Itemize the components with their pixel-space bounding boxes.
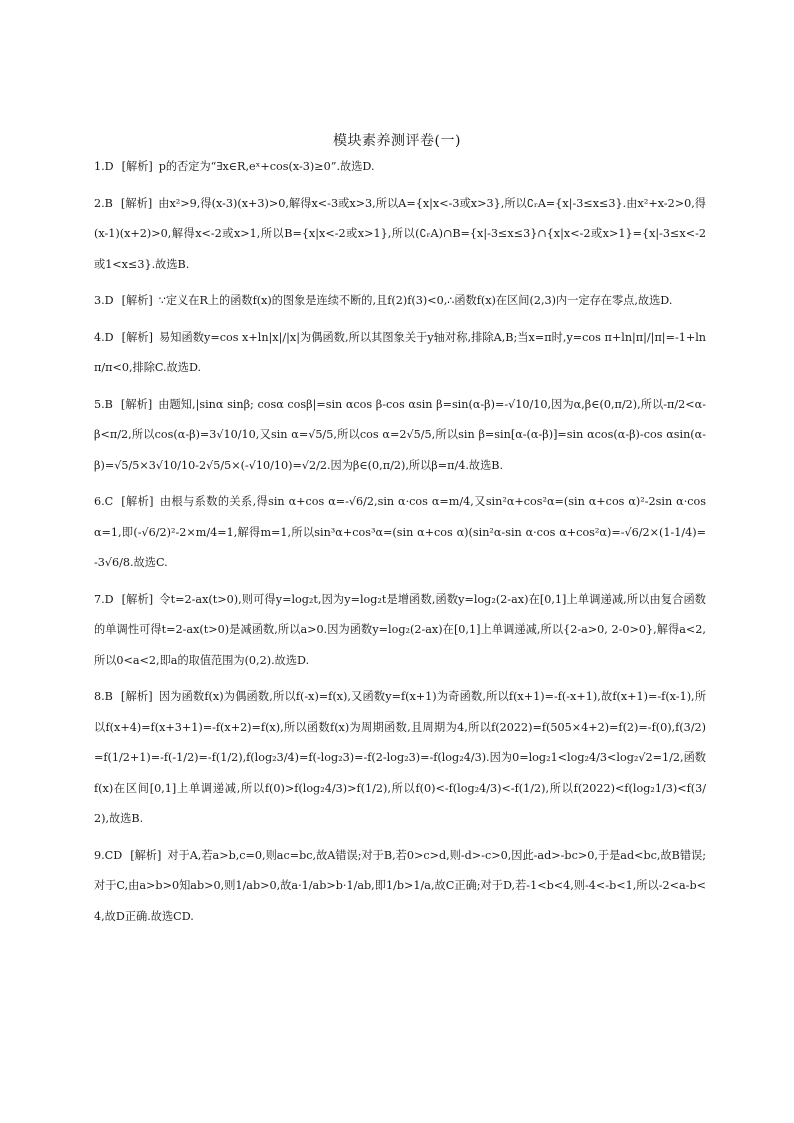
answer-item-7 [94,585,706,677]
analysis-text: ∵定义在R上的函数f(x)的图象是连续不断的,且f(2)f(3)<0,∴函数f(x)在区间(2,3)内一定存在零点,故选D. [158,294,673,307]
answer-number: 6.C [94,495,114,508]
analysis-tag: [解析] [120,690,153,703]
analysis-tag: [解析] [120,196,153,210]
analysis-text: 易知函数y=cos x+ln|x|/|x|为偶函数,所以其图象关于y轴对称,排除A,B;当x=π时,y=cos π+ln|π|/|π|=-1+lnπ/π<0,排除C.故选D. [94,330,707,374]
answer-number: 9.CD [94,848,123,862]
analysis-text: 由根与系数的关系,得sin α+cos α=-√6/2,sin α·cos α=m/4,又sin²α+cos²α=(sin α+cos α)²-2sin α·cos α=1,即(-√6/2)²-2×m/4=1,解得m=1,所以sin³α+cos³α=(sin α+cos α)(sin²α-sin α·cos α+cos²α)=-√6/2×(1-1/4)=-3√6/8.故选C. [94,495,706,569]
analysis-text: 因为函数f(x)为偶函数,所以f(-x)=f(x),又函数y=f(x+1)为奇函数,所以f(x+1)=-f(-x+1),故f(x+1)=-f(x-1),所以f(x+4)=f(x+3+1)=-f(x+2)=f(x),所以函数f(x)为周期函数,且周期为4,所以f(2022)=f(505×4+2)=f(2)=-f(0),f(3/2)=f(1/2+1)=-f(-1/2)=-f(1/2),f(log₂3/4)=f(-log₂3)=-f(2-log₂3)=-f(log₂4/3).因为0=log₂1<log₂4/3<log₂√2=1/2,函数f(x)在区间[0,1]上单调递减,所以f(0)>f(log₂4/3)>f(1/2),所以f(0)<-f(log₂4/3)<-f(1/2),所以f(2022)<f(log₂1/3)<f(3/2),故选B. [94,690,707,825]
answer-number: 7.D [94,592,114,606]
analysis-text: 令t=2-ax(t>0),则可得y=log₂t,因为y=log₂t是增函数,函数y=log₂(2-ax)在[0,1]上单调递减,所以由复合函数的单调性可得t=2-ax(t>0)是减函数,所以a>0.因为函数y=log₂(2-ax)在[0,1]上单调递减,所以{2-a>0, 2-0>0},解得a<2,所以0<a<2,即a的取值范围为(0,2).故选D. [94,592,706,667]
analysis-tag: [解析] [120,397,153,411]
answer-number: 1.D [94,160,114,173]
analysis-tag: [解析] [121,330,153,344]
answer-item-9 [94,841,706,933]
answer-item-1 [94,152,706,183]
answer-number: 4.D [94,330,114,344]
answer-number: 5.B [94,397,113,411]
answer-number: 3.D [94,294,114,307]
analysis-text: 由x²>9,得(x-3)(x+3)>0,解得x<-3或x>3,所以A={x|x<-3或x>3},所以∁ᵣA={x|-3≤x≤3}.由x²+x-2>0,得(x-1)(x+2)>0,解得x<-2或x>1,所以B={x|x<-2或x>1},所以(∁ᵣA)∩B={x|-3≤x≤3}∩{x|x<-2或x>1}={x|-3≤x<-2或1<x≤3}.故选B. [94,196,706,271]
answer-list [94,152,706,938]
analysis-text: 由题知,|sinα sinβ; cosα cosβ|=sin αcos β-cos αsin β=sin(α-β)=-√10/10,因为α,β∈(0,π/2),所以-π/2<α-β<π/2,所以cos(α-β)=3√10/10,又sin α=√5/5,所以cos α=2√5/5,所以sin β=sin[α-(α-β)]=sin αcos(α-β)-cos αsin(α-β)=√5/5×3√10/10-2√5/5×(-√10/10)=√2/2.因为β∈(0,π/2),所以β=π/4.故选B. [94,397,707,472]
answer-item-3 [94,286,706,317]
answer-number: 2.B [94,196,113,210]
answer-item-8 [94,682,706,835]
answer-item-2 [94,189,706,281]
analysis-tag: [解析] [130,848,162,862]
answer-item-6 [94,487,706,579]
analysis-tag: [解析] [121,592,154,606]
analysis-text: 对于A,若a>b,c=0,则ac=bc,故A错误;对于B,若0>c>d,则-d>-c>0,因此-ad>-bc>0,于是ad<bc,故B错误;对于C,由a>b>0知ab>0,则1/ab>0,故a·1/ab>b·1/ab,即1/b>1/a,故C正确;对于D,若-1<b<4,则-4<-b<1,所以-2<a-b<4,故D正确.故选CD. [94,848,707,923]
analysis-tag: [解析] [121,160,153,173]
analysis-tag: [解析] [121,294,153,307]
answer-item-5 [94,390,706,482]
analysis-tag: [解析] [121,495,154,508]
page-title: 模块素养测评卷(一) [333,133,461,149]
answer-item-4 [94,323,706,384]
answer-number: 8.B [94,690,113,703]
analysis-text: p的否定为“∃x∈R,eˣ+cos(x-3)≥0”.故选D. [158,160,375,173]
